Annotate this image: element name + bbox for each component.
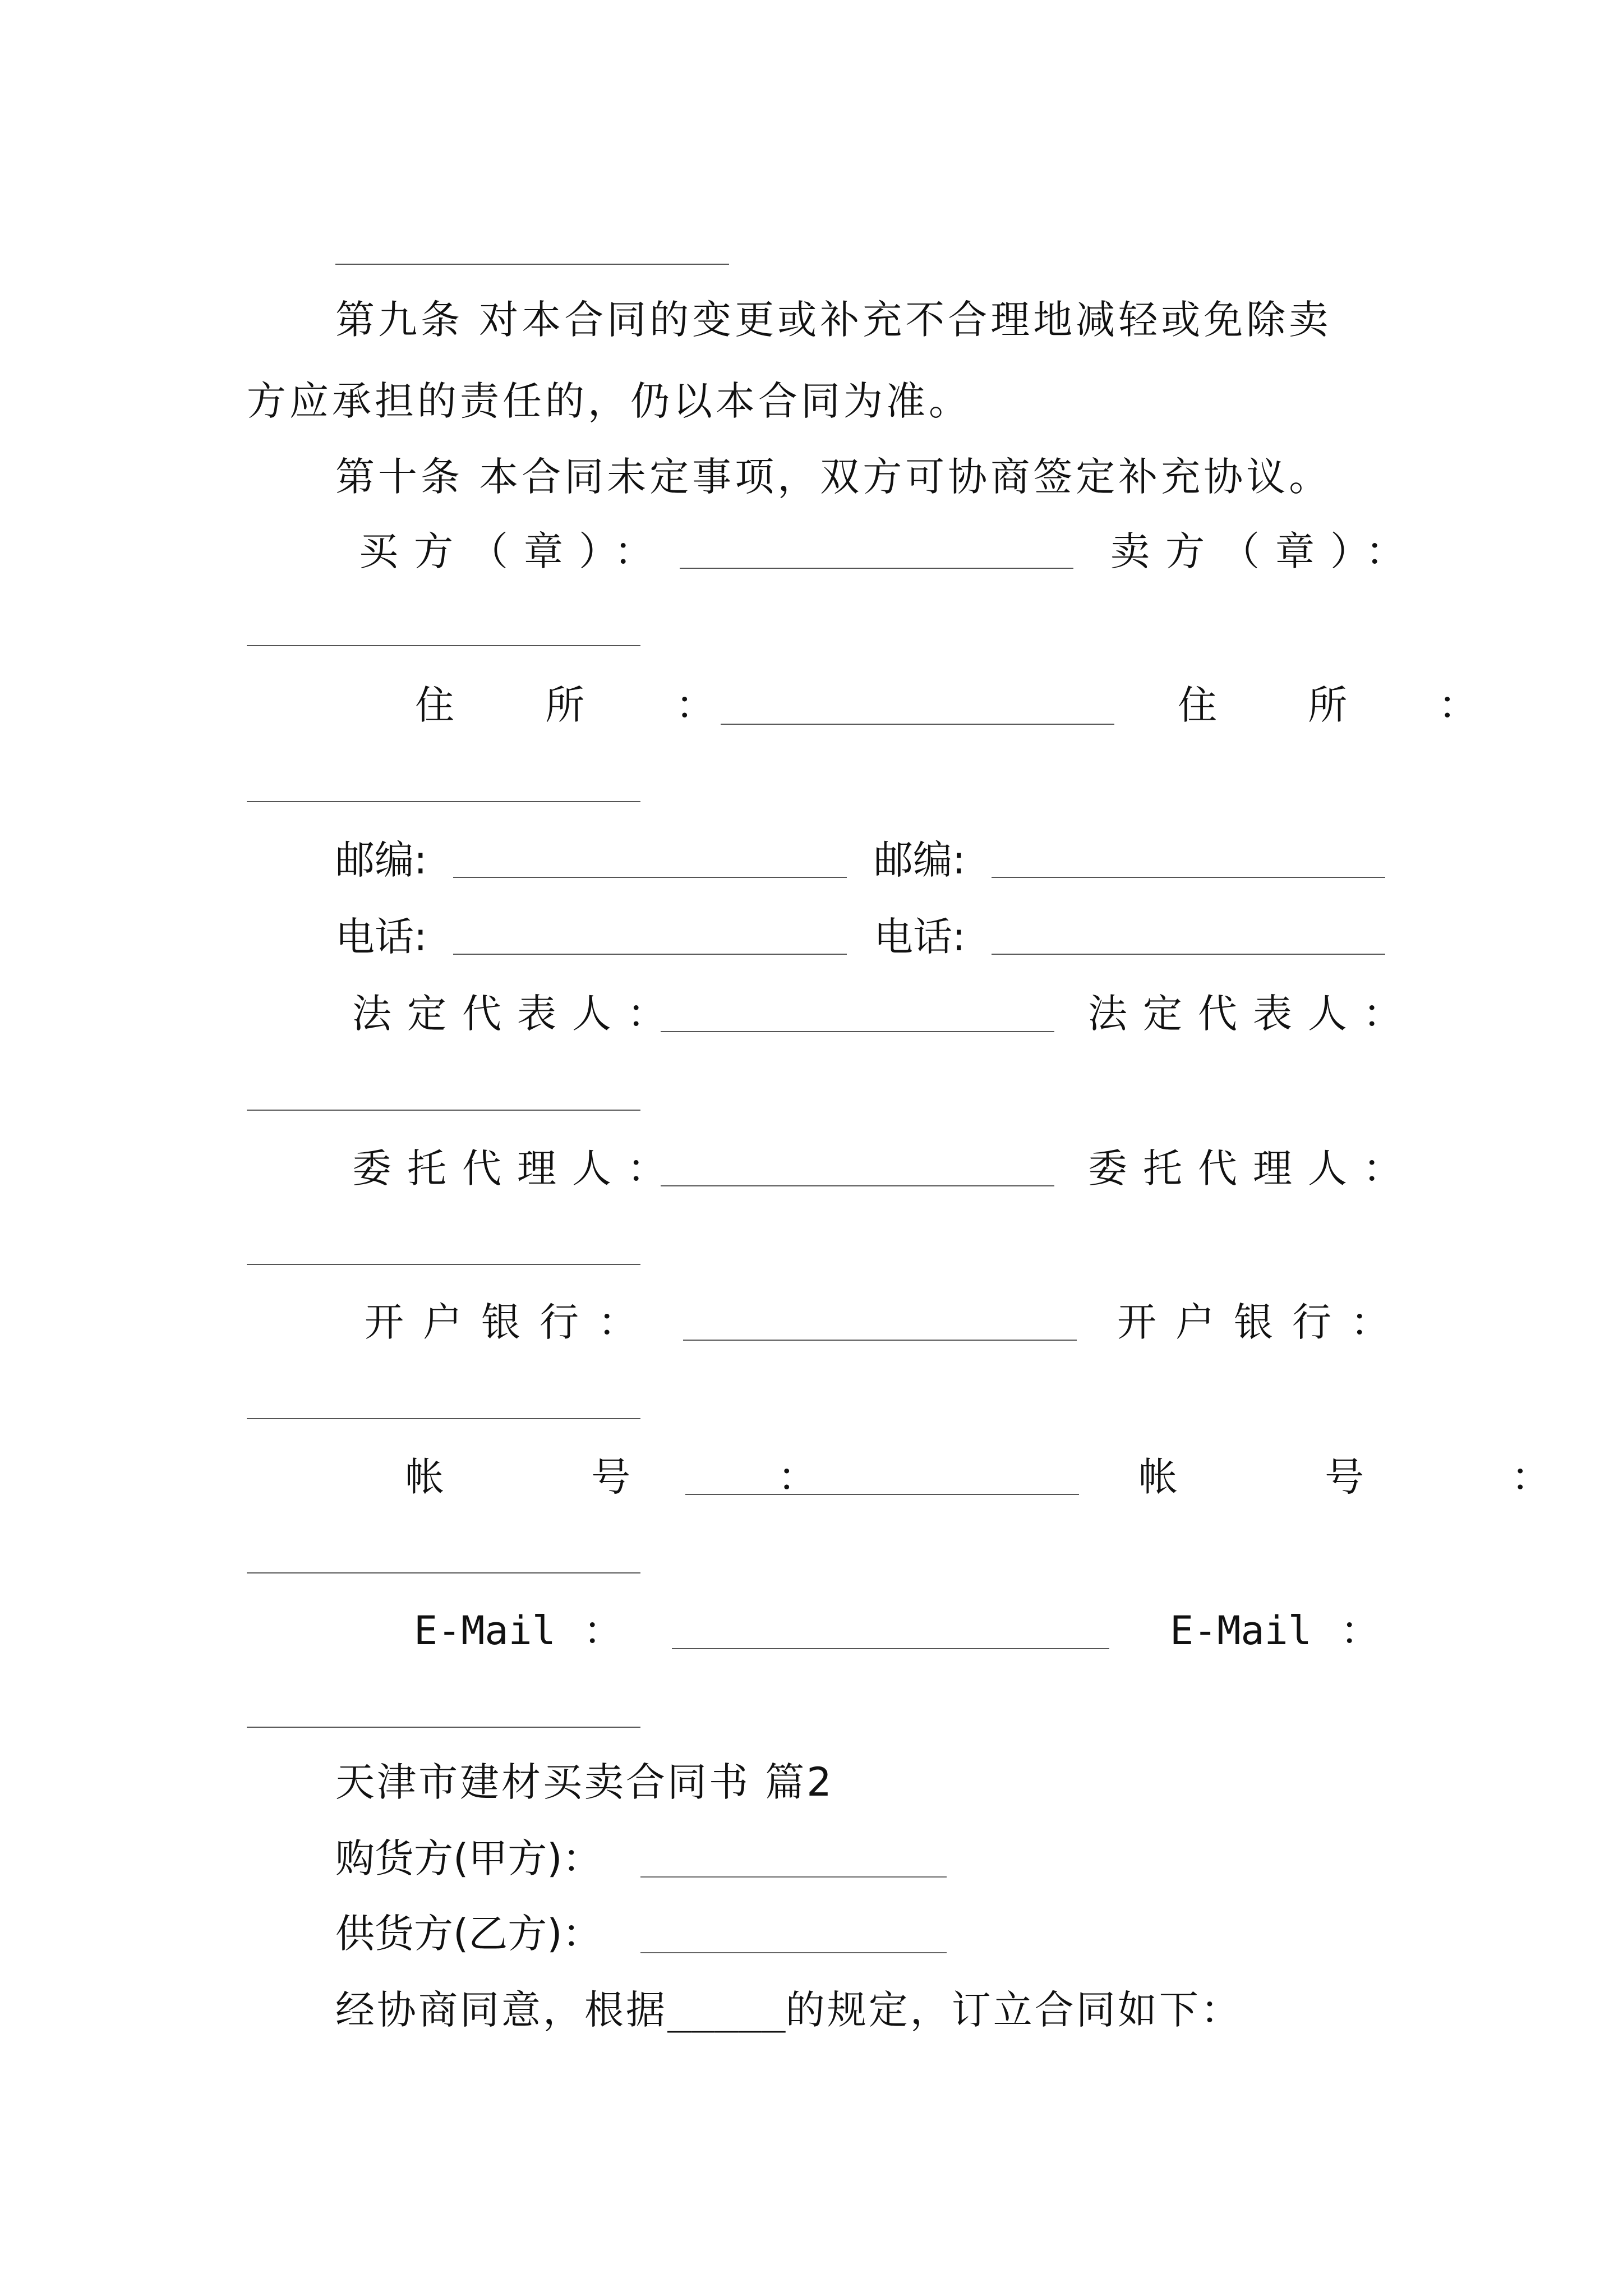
buyer-account-field[interactable] xyxy=(685,1494,1079,1495)
seller-bank-field[interactable] xyxy=(247,1418,640,1419)
article9-line2: 方应承担的责任的，仍以本合同为准。 xyxy=(247,378,971,424)
seller-legal-rep-label: 法定代表人： xyxy=(1088,991,1418,1037)
seller-agent-label: 委托代理人： xyxy=(1088,1145,1418,1191)
seller-phone-label: 电话: xyxy=(874,914,966,960)
top-blank-line xyxy=(335,264,729,265)
seller-email-colon: ： xyxy=(1340,1608,1380,1654)
seller-legal-rep-field[interactable] xyxy=(247,1110,640,1111)
seller-email-label: E-Mail xyxy=(1170,1608,1312,1654)
seller-account-field[interactable] xyxy=(247,1572,640,1573)
buyer-email-field[interactable] xyxy=(672,1648,1109,1649)
buyer-postcode-field[interactable] xyxy=(453,877,847,878)
buyer-agent-field[interactable] xyxy=(661,1185,1054,1186)
seller-agent-field[interactable] xyxy=(247,1264,640,1265)
seller-phone-field[interactable] xyxy=(992,954,1385,955)
buyer-agent-label: 委托代理人： xyxy=(352,1145,682,1191)
purchaser-label: 购货方(甲方)： xyxy=(335,1835,602,1881)
article10: 第十条 本合同未定事项，双方可协商签定补充协议。 xyxy=(335,454,1332,500)
seller-account-label: 帐 号 ： xyxy=(1138,1454,1618,1500)
purchaser-field[interactable] xyxy=(640,1876,947,1878)
article9-line1: 第九条 对本合同的变更或补充不合理地减轻或免除卖 xyxy=(335,297,1332,343)
buyer-email-label: E-Mail xyxy=(414,1608,556,1654)
buyer-legal-rep-label: 法定代表人： xyxy=(352,991,682,1037)
agreement-prefix: 经协商同意，根据 xyxy=(335,1987,667,2033)
buyer-address-field[interactable] xyxy=(721,724,1114,725)
seller-email-field[interactable] xyxy=(247,1727,640,1728)
seller-seal-field[interactable] xyxy=(247,645,640,646)
part2-title: 天津市建材买卖合同书 篇2 xyxy=(335,1759,834,1805)
buyer-bank-label: 开户银行： xyxy=(365,1299,656,1345)
seller-address-label: 住 所 ： xyxy=(1178,682,1517,728)
buyer-seal-field[interactable] xyxy=(680,568,1073,569)
buyer-bank-field[interactable] xyxy=(683,1340,1077,1341)
seller-seal-label: 卖方（章）： xyxy=(1110,528,1421,574)
buyer-seal-label: 买方（章）： xyxy=(359,528,669,574)
buyer-email-colon: ： xyxy=(583,1608,623,1654)
seller-bank-label: 开户银行： xyxy=(1117,1299,1409,1345)
agreement-law-blank[interactable]: _____ xyxy=(667,1987,786,2033)
supplier-label: 供货方(乙方)： xyxy=(335,1911,602,1957)
buyer-account-label: 帐 号 ： xyxy=(405,1454,884,1500)
seller-address-field[interactable] xyxy=(247,801,640,802)
agreement-line xyxy=(335,1987,1242,2033)
buyer-postcode-label: 邮编: xyxy=(335,837,427,883)
seller-postcode-label: 邮编: xyxy=(874,837,966,883)
buyer-phone-label: 电话: xyxy=(335,914,427,960)
agreement-suffix: 的规定，订立合同如下： xyxy=(785,1987,1242,2033)
buyer-legal-rep-field[interactable] xyxy=(661,1031,1054,1032)
supplier-field[interactable] xyxy=(640,1952,947,1953)
buyer-address-label: 住 所 ： xyxy=(415,682,754,728)
seller-postcode-field[interactable] xyxy=(992,877,1385,878)
buyer-phone-field[interactable] xyxy=(453,954,847,955)
